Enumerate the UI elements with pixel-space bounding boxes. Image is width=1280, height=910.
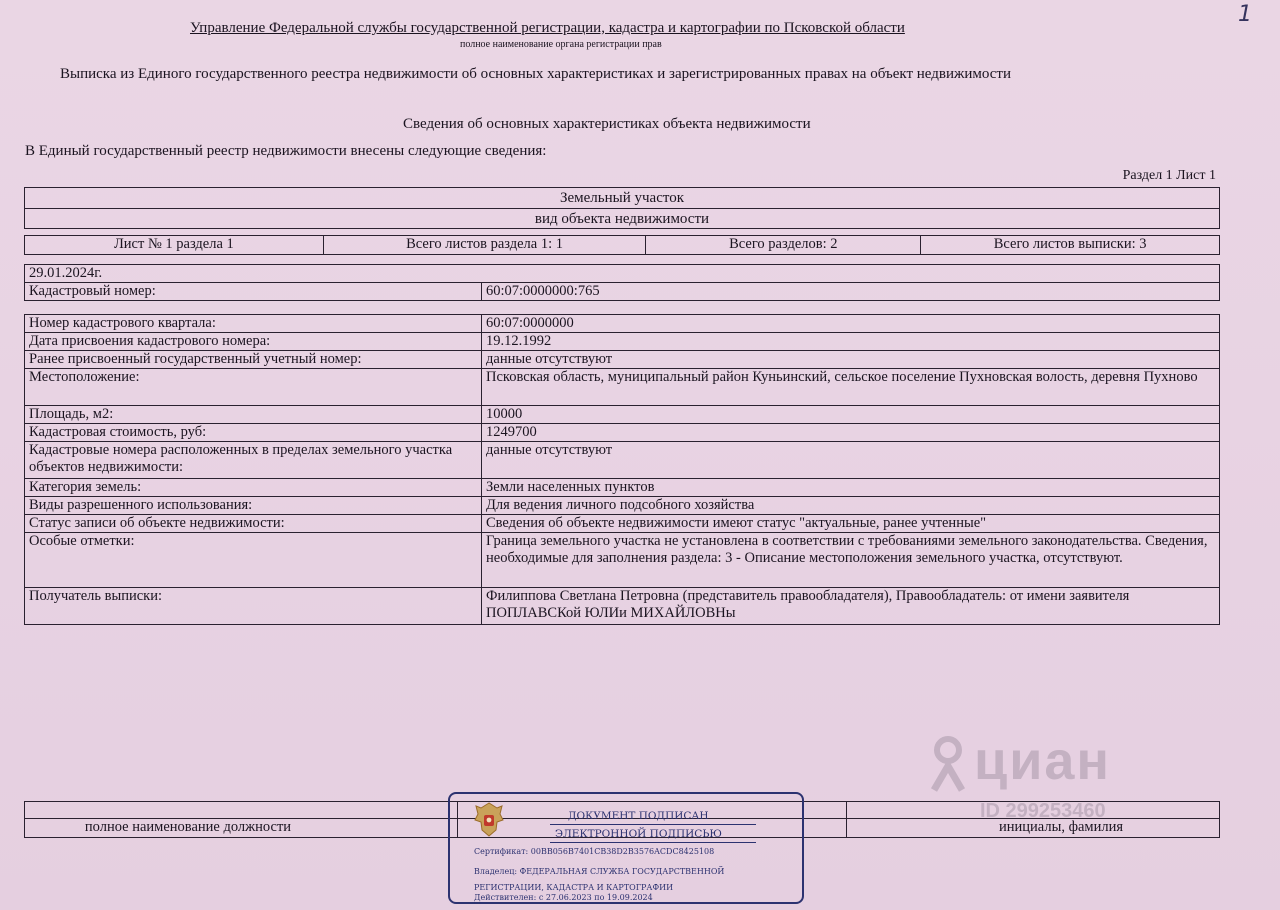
row-label: Номер кадастрового квартала: xyxy=(25,315,482,333)
organization-title: Управление Федеральной службы государственной регистрации, кадастра и картографии по Псковской области xyxy=(190,20,905,36)
stamp-certificate: Сертификат: 00BB056B7401CB38D2B3576ACDC8425108 xyxy=(474,847,715,856)
row-value: 10000 xyxy=(482,406,1220,424)
row-label: Кадастровые номера расположенных в пределах земельного участка объектов недвижимости: xyxy=(25,442,482,479)
row-label: Кадастровая стоимость, руб: xyxy=(25,424,482,442)
watermark-id: ID 299253460 xyxy=(980,800,1106,822)
table-row xyxy=(25,333,1220,351)
object-type-block xyxy=(24,187,1220,229)
stamp-subtitle: ЭЛЕКТРОННОЙ ПОДПИСЬЮ xyxy=(555,828,722,840)
electronic-signature-stamp xyxy=(448,792,804,904)
watermark-brand: циан xyxy=(974,731,1112,791)
sheets-info-row xyxy=(24,235,1220,255)
row-value: Для ведения личного подсобного хозяйства xyxy=(482,497,1220,515)
row-label: Дата присвоения кадастрового номера: xyxy=(25,333,482,351)
handwritten-page-mark: 1 xyxy=(1238,2,1252,27)
table-row xyxy=(25,479,1220,497)
extract-date: 29.01.2024г. xyxy=(25,265,1220,283)
row-value: Псковская область, муниципальный район Куньинский, сельское поселение Пухновская волость, деревня Пухново xyxy=(482,369,1220,406)
total-sheets-extract: Всего листов выписки: 3 xyxy=(921,236,1220,255)
sheet-reference: Раздел 1 Лист 1 xyxy=(1122,168,1216,183)
row-label: Категория земель: xyxy=(25,479,482,497)
table-row xyxy=(25,351,1220,369)
cadastral-number-label: Кадастровый номер: xyxy=(25,283,482,301)
row-label: Особые отметки: xyxy=(25,533,482,588)
table-row xyxy=(25,315,1220,333)
document-title: Выписка из Единого государственного реестра недвижимости об основных характеристиках и зарегистрированных правах на объект недвижимости xyxy=(60,66,1012,82)
stamp-title: ДОКУМЕНТ ПОДПИСАН xyxy=(568,810,709,822)
location-pin-icon xyxy=(930,736,966,792)
row-value: данные отсутствуют xyxy=(482,351,1220,369)
table-row xyxy=(25,588,1220,625)
position-caption: полное наименование должности xyxy=(25,819,458,838)
row-label: Площадь, м2: xyxy=(25,406,482,424)
row-value: Филиппова Светлана Петровна (представитель правообладателя), Правообладатель: от имени заявителя ПОПЛАВСКой ЮЛИи МИХАЙЛОВНы xyxy=(482,588,1220,625)
section-title: Сведения об основных характеристиках объекта недвижимости xyxy=(403,116,811,132)
sheet-number: Лист № 1 раздела 1 xyxy=(25,236,324,255)
table-row xyxy=(25,533,1220,588)
row-value: 19.12.1992 xyxy=(482,333,1220,351)
row-label: Виды разрешенного использования: xyxy=(25,497,482,515)
total-sections: Всего разделов: 2 xyxy=(646,236,921,255)
name-caption: инициалы, фамилия xyxy=(847,819,1220,838)
row-value: 1249700 xyxy=(482,424,1220,442)
object-type-caption: вид объекта недвижимости xyxy=(534,211,710,227)
table-row xyxy=(25,442,1220,479)
row-value: Сведения об объекте недвижимости имеют статус "актуальные, ранее учтенные" xyxy=(482,515,1220,533)
row-label: Ранее присвоенный государственный учетный номер: xyxy=(25,351,482,369)
table-row xyxy=(25,515,1220,533)
total-sheets-section: Всего листов раздела 1: 1 xyxy=(323,236,646,255)
row-label: Получатель выписки: xyxy=(25,588,482,625)
stamp-validity: Действителен: с 27.06.2023 по 19.09.2024 xyxy=(474,893,653,902)
table-row xyxy=(25,369,1220,406)
row-label: Местоположение: xyxy=(25,369,482,406)
row-value: Земли населенных пунктов xyxy=(482,479,1220,497)
row-value: данные отсутствуют xyxy=(482,442,1220,479)
date-cadastral-block xyxy=(24,264,1220,301)
row-value: Граница земельного участка не установлена в соответствии с требованиями земельного законодательства. Сведения, необходимые для заполнения раздела: 3 - Описание местоположения земельного участка, отсутствуют. xyxy=(482,533,1220,588)
table-row xyxy=(25,424,1220,442)
row-value: 60:07:0000000 xyxy=(482,315,1220,333)
table-row xyxy=(25,497,1220,515)
cadastral-number-value: 60:07:0000000:765 xyxy=(482,283,1220,301)
intro-text: В Единый государственный реестр недвижимости внесены следующие сведения: xyxy=(25,143,547,159)
table-row xyxy=(25,406,1220,424)
organization-caption: полное наименование органа регистрации прав xyxy=(460,39,662,50)
coat-of-arms-icon xyxy=(472,800,506,840)
object-type: Земельный участок xyxy=(25,188,1219,209)
stamp-owner: Владелец: ФЕДЕРАЛЬНАЯ СЛУЖБА ГОСУДАРСТВЕННОЙ РЕГИСТРАЦИИ, КАДАСТРА И КАРТОГРАФИИ xyxy=(474,867,725,892)
row-label: Статус записи об объекте недвижимости: xyxy=(25,515,482,533)
characteristics-table xyxy=(24,314,1220,625)
